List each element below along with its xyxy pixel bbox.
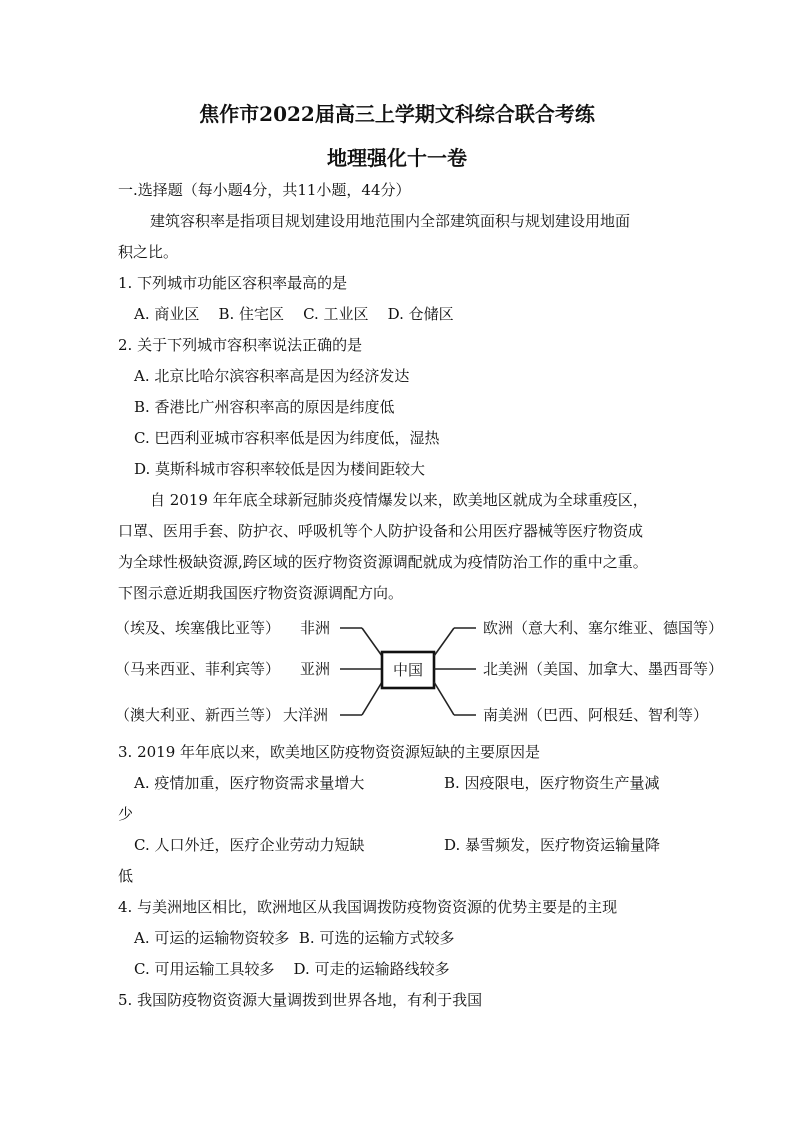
- distribution-diagram: [110, 612, 730, 730]
- question-1-stem: 1. 下列城市功能区容积率最高的是: [118, 274, 348, 292]
- question-3-option-b: B. 因疫限电，医疗物资生产量减: [444, 774, 660, 792]
- asia-label: 亚洲: [300, 660, 331, 678]
- passage2-line1: 自 2019 年年底全球新冠肺炎疫情爆发以来，欧美地区就成为全球重疫区，: [150, 491, 648, 509]
- question-3-option-d: D. 暴雪频发，医疗物资运输量降: [444, 836, 661, 854]
- exam-title: 焦作市2022届高三上学期文科综合联合考练: [199, 102, 595, 126]
- question-2-option-a: A. 北京比哈尔滨容积率高是因为经济发达: [134, 367, 410, 385]
- question-3-stem: 3. 2019 年年底以来，欧美地区防疫物资资源短缺的主要原因是: [118, 743, 541, 761]
- asia-examples: （马来西亚、菲利宾等）: [115, 660, 281, 678]
- passage2-line3: 为全球性极缺资源,跨区域的医疗物资资源调配就成为疫情防治工作的重中之重。: [118, 553, 648, 571]
- question-3-option-c: C. 人口外迁，医疗企业劳动力短缺: [134, 836, 365, 854]
- south-america-label: 南美洲（巴西、阿根廷、智利等）: [483, 706, 709, 724]
- europe-label: 欧洲（意大利、塞尔维亚、德国等）: [483, 619, 724, 637]
- question-2-option-c: C. 巴西利亚城市容积率低是因为纬度低，湿热: [134, 429, 440, 447]
- connector-south-america-diagonal: [434, 682, 454, 715]
- question-1-options: A. 商业区 B. 住宅区 C. 工业区 D. 仓储区: [134, 305, 454, 323]
- question-3-option-a: A. 疫情加重，医疗物资需求量增大: [134, 774, 365, 792]
- question-2-option-b: B. 香港比广州容积率高的原因是纬度低: [134, 398, 395, 416]
- question-2-stem: 2. 关于下列城市容积率说法正确的是: [118, 336, 363, 354]
- passage2-line2: 口罩、医用手套、防护衣、呼吸机等个人防护设备和公用医疗器械等医疗物资成: [118, 522, 644, 540]
- question-5-stem: 5. 我国防疫物资资源大量调拨到世界各地，有利于我国: [118, 991, 483, 1009]
- question-2-option-d: D. 莫斯科城市容积率较低是因为楼间距较大: [134, 460, 426, 478]
- connector-oceania-diagonal: [362, 682, 382, 715]
- oceania-examples: （澳大利亚、新西兰等）: [115, 706, 281, 724]
- africa-label: 非洲: [300, 619, 331, 637]
- north-america-label: 北美洲（美国、加拿大、墨西哥等）: [483, 660, 724, 678]
- passage2-line4: 下图示意近期我国医疗物资资源调配方向。: [118, 584, 404, 602]
- oceania-label: 大洋洲: [283, 706, 329, 724]
- question-3-option-b-continued: 少: [118, 805, 134, 823]
- connector-africa-diagonal: [362, 628, 382, 656]
- question-4-options-cd: C. 可用运输工具较多 D. 可走的运输路线较多: [134, 960, 450, 978]
- question-4-options-ab: A. 可运的运输物资较多 B. 可选的运输方式较多: [134, 929, 455, 947]
- question-3-option-d-continued: 低: [118, 867, 134, 885]
- passage1-line2: 积之比。: [118, 243, 179, 261]
- africa-examples: （埃及、埃塞俄比亚等）: [115, 619, 281, 637]
- china-label: 中国: [392, 661, 423, 679]
- section-heading: 一.选择题（每小题4分，共11小题，44分）: [118, 181, 411, 199]
- connector-europe-diagonal: [434, 628, 454, 656]
- exam-subtitle: 地理强化十一卷: [327, 146, 467, 170]
- passage1-line1: 建筑容积率是指项目规划建设用地范围内全部建筑面积与规划建设用地面: [150, 212, 631, 230]
- question-4-stem: 4. 与美洲地区相比，欧洲地区从我国调拨防疫物资资源的优势主要是的主现: [118, 898, 618, 916]
